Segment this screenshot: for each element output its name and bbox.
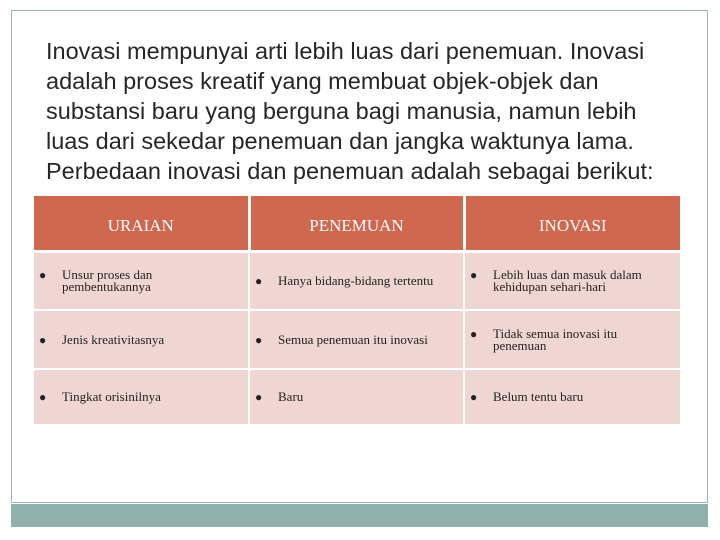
- cell-text: Tingkat orisinilnya: [62, 389, 161, 404]
- bullet-icon: [470, 328, 477, 340]
- table-header-row: [34, 196, 680, 251]
- comparison-table: [34, 196, 680, 426]
- table-cell: [464, 369, 680, 425]
- table-cell: [249, 251, 464, 310]
- bullet-icon: [470, 269, 477, 281]
- bullet-icon: [470, 391, 477, 403]
- bullet-icon: [39, 269, 46, 281]
- table-row: [34, 369, 680, 425]
- cell-text: Tidak semua inovasi itu penemuan: [493, 325, 618, 353]
- table-row: [34, 310, 680, 369]
- bullet-icon: [255, 391, 262, 403]
- table-cell: [34, 251, 249, 310]
- cell-text: Belum tentu baru: [493, 389, 584, 404]
- table-cell: [34, 369, 249, 425]
- bullet-icon: [255, 275, 262, 287]
- intro-paragraph: Inovasi mempunyai arti lebih luas dari penemuan. Inovasi adalah proses kreatif yang membuat objek-objek dan substansi baru yang berguna bagi manusia, namun lebih luas dari sekedar penemuan dan jangka waktunya lama. Perbedaan inovasi dan penemuan adalah sebagai berikut:: [46, 38, 654, 184]
- header-uraian: URAIAN: [34, 196, 249, 251]
- table-cell: [249, 369, 464, 425]
- header-inovasi: INOVASI: [464, 196, 680, 251]
- table-row: [34, 251, 680, 310]
- bullet-icon: [39, 391, 46, 403]
- bullet-icon: [39, 334, 46, 346]
- cell-text: Baru: [278, 389, 304, 404]
- cell-text: Hanya bidang-bidang tertentu: [278, 272, 434, 288]
- cell-text: Semua penemuan itu inovasi: [278, 331, 428, 347]
- cell-text: Unsur proses dan pembentukannya: [62, 266, 153, 294]
- table-cell: [464, 310, 680, 369]
- bottom-accent-bar: [11, 504, 708, 527]
- header-penemuan: PENEMUAN: [249, 196, 464, 251]
- bullet-icon: [255, 334, 262, 346]
- table-cell: [464, 251, 680, 310]
- cell-text: Lebih luas dan masuk dalam kehidupan sehari-hari: [493, 266, 642, 294]
- cell-text: Jenis kreativitasnya: [62, 331, 165, 347]
- table-cell: [249, 310, 464, 369]
- table-cell: [34, 310, 249, 369]
